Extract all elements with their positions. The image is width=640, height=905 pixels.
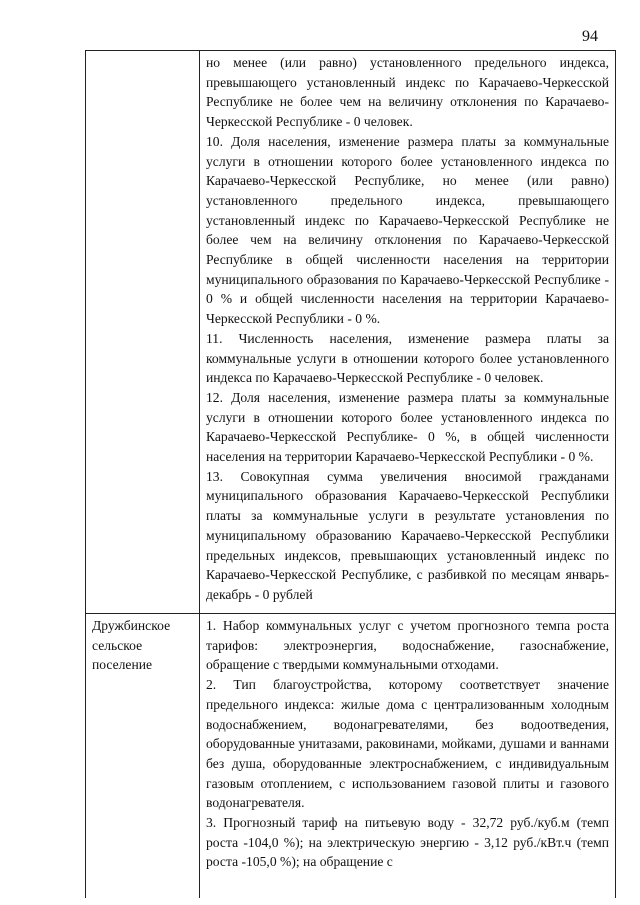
paragraph: но менее (или равно) установленного предельного индекса, превышающего установленный индекс по Карачаево-Черкесской Республике не более чем на величину отклонения по Карачаево-Черкесской Республике - 0 человек. [206, 55, 609, 130]
municipality-cell [86, 51, 200, 614]
paragraph: 2. Тип благоустройства, которому соответствует значение предельного индекса: жилые дома с централизованным холодным водоснабжением, водонагревателями, без водоотведения, оборудованные унитазами, раковинами, мойками, душами и ваннами без душа, оборудованные электроснабжением, с индивидуальным газовым отоплением, с использованием газовой плиты и газового водонагревателя. [206, 677, 609, 811]
municipality-cell: Дружбинское сельское поселение [86, 614, 200, 899]
paragraph: 1. Набор коммунальных услуг с учетом прогнозного темпа роста тарифов: электроэнергия, водоснабжение, газоснабжение, обращение с твердыми коммунальными отходами. [206, 618, 609, 673]
paragraph: 13. Совокупная сумма увеличения вносимой гражданами муниципального образования Карачаево-Черкесской Республики платы за коммунальные услуги в результате установления по муниципальному образованию Карачаево-Черкесской Республики предельных индексов, превышающих установленный индекс по Карачаево-Черкесской Республике, с разбивкой по месяцам январь-декабрь - 0 рублей [206, 468, 609, 602]
page-number: 94 [582, 28, 598, 45]
indicators-cell [200, 614, 616, 899]
paragraph: 11. Численность населения, изменение размера платы за коммунальные услуги в отношении которого более установленного индекса по Карачаево-Черкесской Республике - 0 человек. [206, 330, 609, 386]
document-table [85, 50, 616, 898]
paragraph: 12. Доля населения, изменение размера платы за коммунальные услуги в отношении которого более установленного индекса по Карачаево-Черкесской Республике- 0 %, в общей численности населения на территории Карачаево-Черкесской Республики - 0 %. [206, 389, 609, 465]
table-row [86, 614, 616, 899]
paragraph: 3. Прогнозный тариф на питьевую воду - 32,72 руб./куб.м (темп роста -104,0 %); на электрическую энергию - 3,12 руб./кВт.ч (темп роста -105,0 %); на обращение с [206, 815, 609, 870]
paragraph: 10. Доля населения, изменение размера платы за коммунальные услуги в отношении которого более установленного индекса по Карачаево-Черкесской Республике, но менее (или равно) установленного предельного индекса, превышающего установленный индекс по Карачаево-Черкесской Республике не более чем на величину отклонения по Карачаево-Черкесской Республике в общей численности населения на территории муниципального образования по Карачаево-Черкесской Республике - 0 % и общей численности населения на территории Карачаево-Черкесской Республики - 0 %. [206, 133, 609, 327]
table-row [86, 51, 616, 614]
indicators-cell [200, 51, 616, 614]
